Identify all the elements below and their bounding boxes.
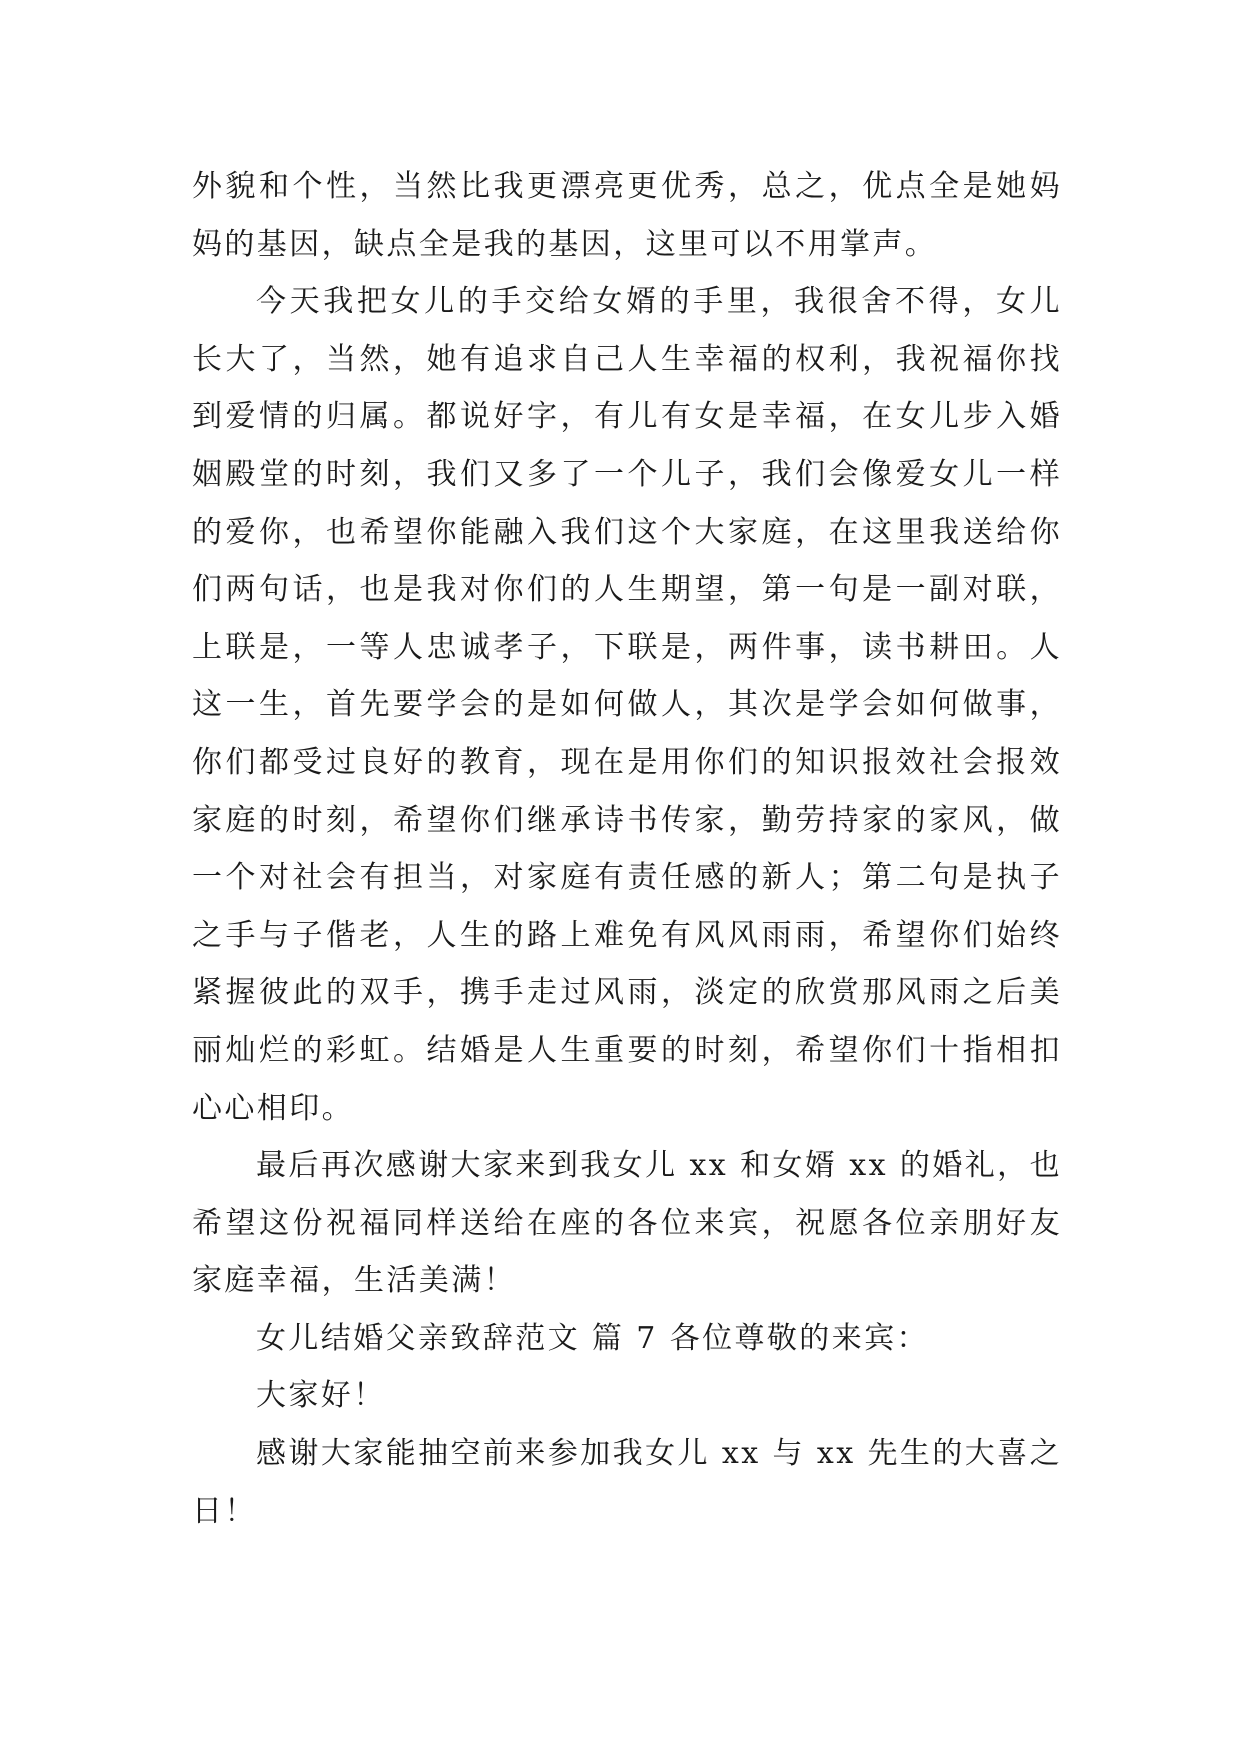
paragraph-closing-thanks: 最后再次感谢大家来到我女儿 xx 和女婿 xx 的婚礼，也希望这份祝福同样送给在座的各位来宾，祝愿各位亲朋好友家庭幸福，生活美满！: [192, 1148, 1062, 1299]
paragraph-continuation: 外貌和个性，当然比我更漂亮更优秀，总之，优点全是她妈妈的基因，缺点全是我的基因，这里可以不用掌声。: [192, 169, 1062, 262]
document-body: [192, 158, 1062, 1540]
paragraph-wishes: 今天我把女儿的手交给女婿的手里，我很舍不得，女儿长大了，当然，她有追求自己人生幸福的权利，我祝福你找到爱情的归属。都说好字，有儿有女是幸福，在女儿步入婚姻殿堂的时刻，我们又多了一个儿子，我们会像爱女儿一样的爱你，也希望你能融入我们这个大家庭，在这里我送给你们两句话，也是我对你们的人生期望，第一句是一副对联，上联是，一等人忠诚孝子，下联是，两件事，读书耕田。人这一生，首先要学会的是如何做人，其次是学会如何做事，你们都受过良好的教育，现在是用你们的知识报效社会报效家庭的时刻，希望你们继承诗书传家，勤劳持家的家风，做一个对社会有担当，对家庭有责任感的新人；第二句是执子之手与子偕老，人生的路上难免有风风雨雨，希望你们始终紧握彼此的双手，携手走过风雨，淡定的欣赏那风雨之后美丽灿烂的彩虹。结婚是人生重要的时刻，希望你们十指相扣心心相印。: [192, 284, 1062, 1126]
paragraph-thanks: 感谢大家能抽空前来参加我女儿 xx 与 xx 先生的大喜之日！: [192, 1436, 1062, 1529]
section-heading: 女儿结婚父亲致辞范文 篇 7 各位尊敬的来宾：: [256, 1320, 929, 1356]
greeting: 大家好！: [256, 1378, 386, 1414]
